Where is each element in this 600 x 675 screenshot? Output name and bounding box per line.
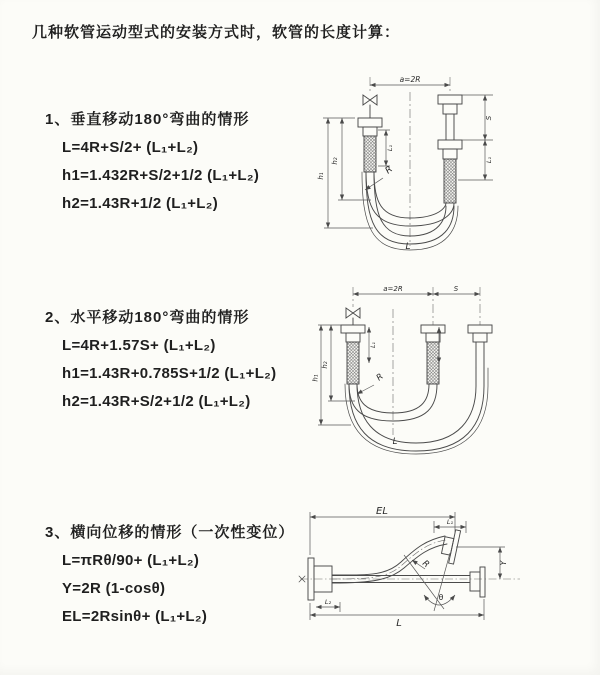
- dim-label-span: a=2R: [399, 75, 421, 84]
- dim-label-h2: h₂: [321, 361, 329, 369]
- diagram-lateral-displacement: [298, 503, 563, 653]
- dim-label-y: Y: [499, 560, 508, 566]
- right-braid-hatch: [444, 159, 456, 203]
- hose-loops: [345, 368, 488, 454]
- dim-label-h1: h₁: [311, 374, 320, 382]
- middle-flange: [421, 325, 445, 342]
- dim-label-h1: h₁: [317, 172, 325, 180]
- dim-label-l1-right: L₁: [485, 156, 493, 164]
- left-braid-hatch: [364, 136, 376, 172]
- hose-assembly: [341, 308, 492, 454]
- hose-assembly: [299, 528, 485, 600]
- radius-label: R: [420, 558, 432, 571]
- section-3-heading: 3、横向位移的情形（一次性变位）: [45, 524, 295, 541]
- left-flange: [341, 325, 365, 342]
- valve-icon: [363, 95, 377, 118]
- valve-icon: [346, 308, 360, 325]
- dim-label-s: S: [485, 115, 493, 121]
- right-flange-displaced: [468, 325, 492, 368]
- left-braid-hatch: [347, 342, 359, 384]
- left-flange: [358, 118, 382, 136]
- diagram-horizontal-180-bend: [313, 283, 508, 455]
- dim-label-s: S: [453, 285, 459, 293]
- section-1-heading: 1、垂直移动180°弯曲的情形: [45, 111, 250, 128]
- formula-h1: h1=1.432R+S/2+1/2 (L₁+L₂): [62, 167, 260, 184]
- dim-label-span: a=2R: [383, 285, 403, 293]
- formula-h2: h2=1.43R+1/2 (L₁+L₂): [62, 195, 219, 212]
- formula-Y: Y=2R (1-cosθ): [62, 580, 166, 597]
- formula-L: L=4R+1.57S+ (L₁+L₂): [62, 337, 216, 354]
- section-3: [45, 519, 294, 631]
- formula-h1: h1=1.43R+0.785S+1/2 (L₁+L₂): [62, 365, 277, 382]
- dim-label-l1-left: L₁: [386, 144, 394, 152]
- dim-label-l1: L₁: [446, 518, 454, 526]
- dim-label-h2: h₂: [331, 157, 339, 165]
- upper-flange-displaced: [440, 528, 461, 564]
- right-flange-original: [470, 567, 485, 597]
- centerlines: [353, 287, 480, 435]
- page-title: 几种软管运动型式的安装方式时，软管的长度计算：: [32, 24, 401, 41]
- middle-braid-hatch: [427, 342, 439, 384]
- section-1: [45, 106, 259, 218]
- length-label: L: [396, 618, 402, 629]
- diagram-vertical-180-bend: [315, 68, 560, 258]
- right-flange-lower: [438, 140, 462, 159]
- section-2-heading: 2、水平移动180°弯曲的情形: [45, 309, 250, 326]
- formula-L: L=4R+S/2+ (L₁+L₂): [62, 139, 199, 156]
- length-label: L: [405, 242, 411, 252]
- theta-label: θ: [438, 593, 444, 602]
- centerlines: [300, 540, 520, 579]
- dimension-lines: [318, 294, 480, 425]
- dimension-lines: [323, 85, 493, 228]
- formula-h2: h2=1.43R+S/2+1/2 (L₁+L₂): [62, 393, 251, 410]
- length-label: L: [392, 437, 398, 447]
- radius-label: R: [374, 371, 386, 384]
- right-flange-upper: [438, 95, 462, 114]
- formula-L: L=πRθ/90+ (L₁+L₂): [62, 552, 200, 569]
- dimension-lines: [310, 512, 505, 620]
- section-2: [45, 304, 276, 416]
- radius-label: R: [383, 164, 395, 177]
- dim-label-l1: L₁: [370, 342, 377, 348]
- dim-label-el: EL: [376, 506, 388, 517]
- dim-label-l2: L₂: [324, 598, 332, 606]
- formula-EL: EL=2Rsinθ+ (L₁+L₂): [62, 608, 208, 625]
